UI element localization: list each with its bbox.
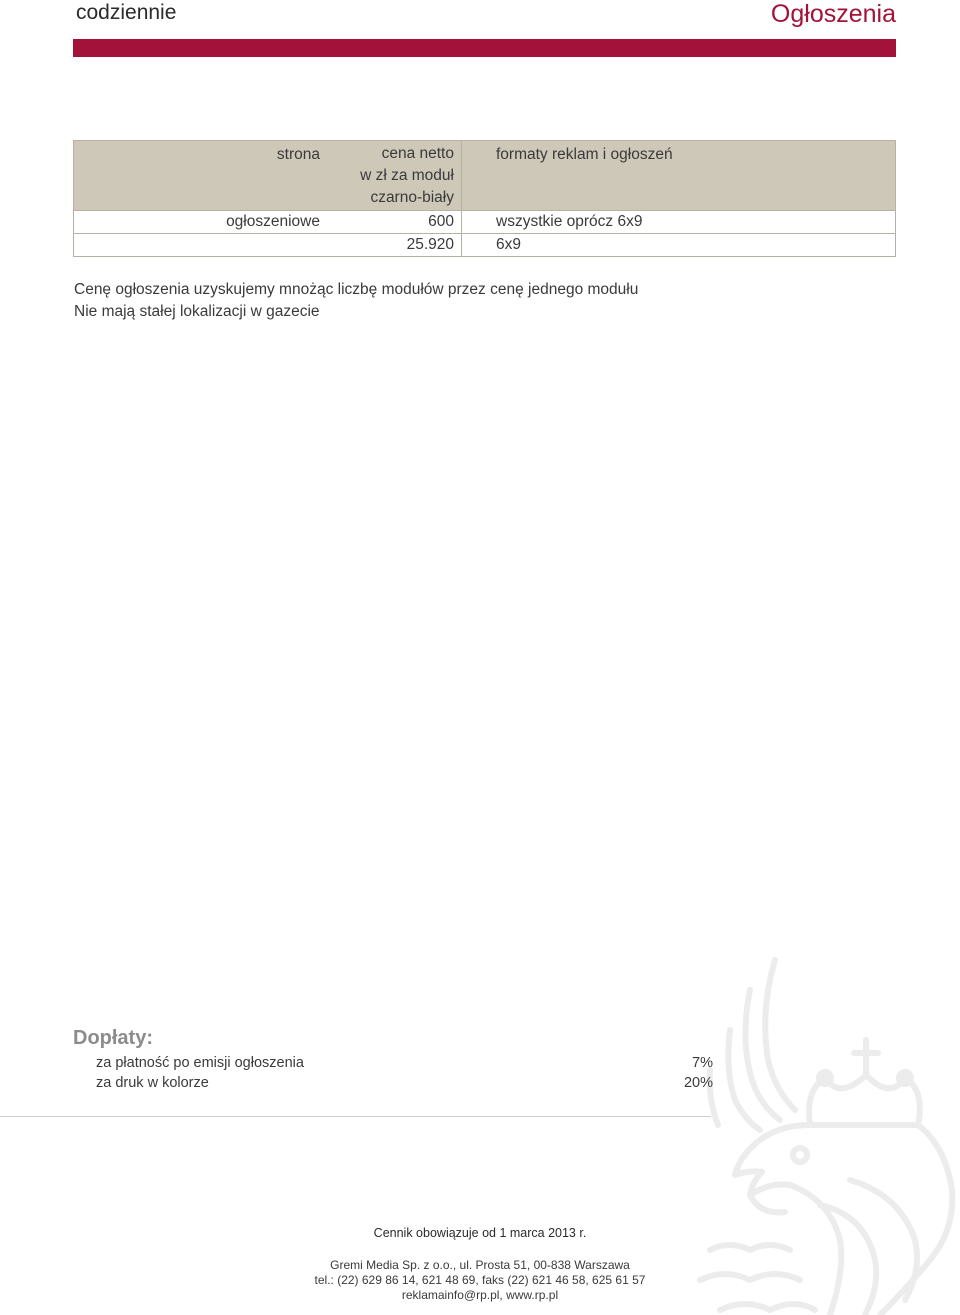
column-header-page: strona: [74, 141, 327, 211]
surcharge-label: za płatność po emisji ogłoszenia: [96, 1055, 304, 1071]
company-address: Gremi Media Sp. z o.o., ul. Prosta 51, 00-838 Warszawa: [330, 1258, 630, 1272]
table-header-row: [74, 141, 896, 211]
validity-note: Cennik obowiązuje od 1 marca 2013 r.: [373, 1226, 587, 1240]
contact-info: reklamainfo@rp.pl, www.rp.pl: [401, 1288, 559, 1302]
column-header-price-line: czarno-biały: [370, 189, 454, 206]
divider: [0, 1116, 711, 1117]
page-title: Ogłoszenia: [770, 0, 896, 28]
cell-page: ogłoszeniowe: [74, 211, 327, 234]
surcharges-heading: Dopłaty:: [73, 1027, 153, 1049]
column-header-price-line: w zł za moduł: [360, 167, 454, 184]
column-header-price: [326, 141, 462, 211]
surcharge-value: 7%: [692, 1055, 713, 1071]
column-header-price-line: cena netto: [381, 145, 454, 162]
cell-price: 25.920: [326, 234, 462, 257]
location-note: Nie mają stałej lokalizacji w gazecie: [74, 303, 320, 320]
pricing-note: Cenę ogłoszenia uzyskujemy mnożąc liczbę modułów przez cenę jednego modułu: [74, 281, 639, 298]
cell-price: 600: [326, 211, 462, 234]
rates-table: [73, 140, 896, 257]
cell-formats: 6x9: [462, 234, 896, 257]
section-label: codziennie: [76, 1, 177, 24]
surcharge-value: 20%: [683, 1075, 713, 1091]
cell-formats: wszystkie oprócz 6x9: [462, 211, 896, 234]
surcharge-label: za druk w kolorze: [96, 1075, 209, 1091]
phone-numbers: tel.: (22) 629 86 14, 621 48 69, faks (22) 621 46 58, 625 61 57: [314, 1273, 646, 1287]
header-divider-bar: [73, 39, 896, 57]
table-row: [74, 234, 896, 257]
table-row: [74, 211, 896, 234]
column-header-formats: formaty reklam i ogłoszeń: [462, 141, 896, 211]
cell-page: [74, 234, 327, 257]
